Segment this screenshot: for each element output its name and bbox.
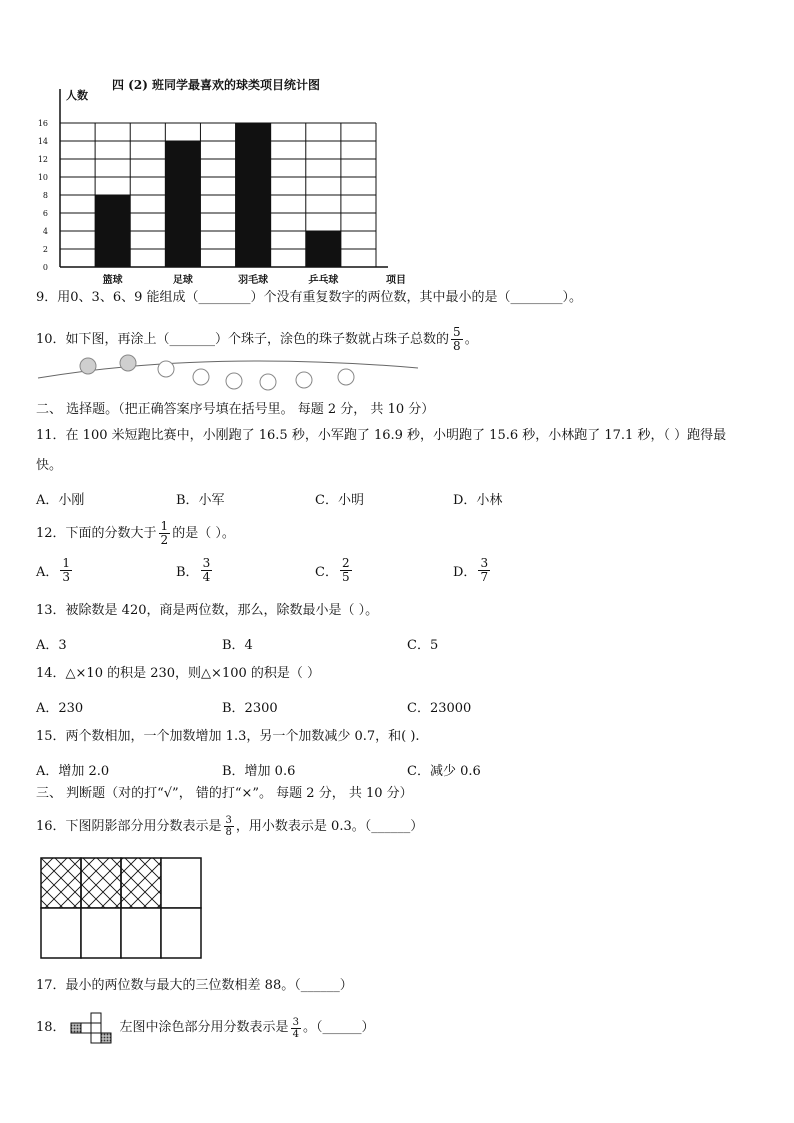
- y-tick-label: 2: [42, 245, 48, 254]
- q12-option-c: [315, 557, 354, 584]
- shaded-bead: [80, 358, 96, 374]
- option-fraction: [201, 557, 213, 584]
- square: [81, 1023, 91, 1033]
- q15-option-a: A．增加 2.0: [36, 764, 110, 779]
- fraction-numerator: 3: [202, 556, 211, 570]
- grid-cell: [161, 908, 201, 958]
- square: [91, 1013, 101, 1023]
- shaded-grid-figure: [40, 857, 205, 987]
- question-10-end: 。: [464, 331, 478, 347]
- option-fraction: [340, 557, 352, 584]
- x-tick-label: 足球: [172, 275, 193, 285]
- bead: [260, 374, 276, 390]
- q14-option-c: C．23000: [407, 701, 472, 716]
- question-12: [36, 520, 235, 547]
- x-axis-label: 项目: [386, 275, 406, 285]
- q11-option-a: A．小刚: [36, 493, 85, 508]
- question-18: [36, 1012, 374, 1044]
- chart-title: 四 (2) 班同学最喜欢的球类项目统计图: [112, 78, 321, 92]
- y-axis-label: 人数: [66, 89, 88, 102]
- fraction-denominator: 4: [292, 1028, 299, 1040]
- bar-4: [306, 231, 341, 267]
- question-12-text: 12．下面的分数大于: [36, 525, 157, 541]
- bead: [338, 369, 354, 385]
- y-tick-label: 10: [37, 173, 48, 182]
- option-fraction: [60, 557, 72, 584]
- grid-cell: [121, 908, 161, 958]
- fraction-denominator: 4: [202, 570, 211, 584]
- fraction-denominator: 8: [225, 827, 232, 838]
- fraction-numerator: 3: [292, 1016, 299, 1028]
- shaded-squares-figure: [70, 1012, 118, 1044]
- bead-string: [36, 352, 426, 392]
- fraction-denominator: 5: [341, 570, 350, 584]
- question-10: [36, 326, 478, 353]
- fraction-numerator: 2: [341, 556, 350, 570]
- q12-option-d: [453, 557, 492, 584]
- q14-option-b: B．2300: [222, 701, 278, 716]
- question-11-line2: 快。: [36, 458, 63, 473]
- y-tick-label: 8: [42, 191, 48, 200]
- fraction-denominator: 7: [480, 570, 489, 584]
- y-tick-label: 0: [42, 263, 48, 272]
- y-tick-label: 12: [37, 155, 48, 164]
- question-16-end: ，用小数表示是 0.3。（______）: [235, 818, 424, 834]
- fraction-denominator: 8: [453, 339, 461, 353]
- y-tick-label: 16: [37, 119, 48, 128]
- x-tick-label: 篮球: [102, 275, 123, 285]
- fraction-denominator: 3: [62, 570, 71, 584]
- question-16: [36, 815, 423, 838]
- bead: [296, 372, 312, 388]
- question-18-end: 。（______）: [302, 1020, 375, 1035]
- bar-2: [165, 141, 200, 267]
- fraction-three-quarters: [291, 1017, 301, 1040]
- shaded-cell: [121, 858, 161, 908]
- option-label: D．: [453, 565, 477, 580]
- fraction-numerator: 3: [480, 556, 489, 570]
- square: [91, 1033, 101, 1043]
- question-14: 14．△×10 的积是 230，则△×100 的积是（ ）: [36, 666, 321, 681]
- question-18-text: 左图中涂色部分用分数表示是: [119, 1020, 289, 1035]
- option-label: C．: [315, 565, 338, 580]
- grid-cell: [41, 908, 81, 958]
- question-10-text: 10．如下图，再涂上（_______）个珠子，涂色的珠子数就占珠子总数的: [36, 331, 450, 347]
- option-label: A．: [36, 565, 59, 580]
- q11-option-d: D．小林: [453, 493, 503, 508]
- bead: [193, 369, 209, 385]
- y-tick-label: 4: [42, 227, 48, 236]
- question-13: 13．被除数是 420，商是两位数，那么，除数最小是（ ）。: [36, 603, 379, 618]
- bead: [158, 361, 174, 377]
- bar-3: [236, 123, 271, 267]
- shaded-cell: [81, 858, 121, 908]
- q12-option-b: [176, 557, 214, 584]
- fraction-numerator: 1: [160, 519, 169, 533]
- shaded-square: [71, 1023, 81, 1033]
- x-tick-label: 乒乓球: [308, 275, 339, 285]
- fraction-denominator: 2: [160, 533, 169, 547]
- fraction-numerator: 5: [453, 325, 461, 339]
- grid-cell: [81, 908, 121, 958]
- question-15: 15．两个数相加，一个加数增加 1.3，另一个加数减少 0.7，和( ).: [36, 729, 420, 744]
- q14-option-a: A．230: [36, 701, 84, 716]
- question-17: 17．最小的两位数与最大的三位数相差 88。（______）: [36, 978, 353, 993]
- y-tick-label: 14: [37, 137, 48, 146]
- shaded-cell: [41, 858, 81, 908]
- fraction-numerator: 1: [62, 556, 71, 570]
- y-tick-label: 6: [42, 209, 48, 218]
- question-9: 9．用0、3、6、9 能组成（________）个没有重复数字的两位数，其中最小的是（________）。: [36, 290, 582, 305]
- question-16-text: 16．下图阴影部分用分数表示是: [36, 818, 222, 834]
- option-fraction: [478, 557, 490, 584]
- section-2-heading: 二、 选择题。（把正确答案序号填在括号里。 每题 2 分， 共 10 分）: [36, 402, 435, 417]
- question-12-end: 的是（ ）。: [172, 525, 235, 541]
- shaded-bead: [120, 355, 136, 371]
- fraction-five-eighths: [451, 326, 463, 353]
- bar-chart: [30, 85, 410, 285]
- fraction-numerator: 3: [225, 815, 232, 826]
- q13-option-c: C．5: [407, 638, 439, 653]
- q13-option-b: B．4: [222, 638, 253, 653]
- q15-option-b: B．增加 0.6: [222, 764, 296, 779]
- q12-option-a: [36, 557, 74, 584]
- square: [91, 1023, 101, 1033]
- shaded-square: [101, 1033, 111, 1043]
- grid-cell: [161, 858, 201, 908]
- q11-option-b: B．小军: [176, 493, 225, 508]
- section-3-heading: 三、 判断题（对的打“√”， 错的打“×”。 每题 2 分， 共 10 分）: [36, 786, 413, 801]
- fraction-three-eighths: [224, 815, 234, 838]
- x-tick-label: 羽毛球: [238, 275, 269, 285]
- q13-option-a: A．3: [36, 638, 67, 653]
- q11-option-c: C．小明: [315, 493, 364, 508]
- question-11-line1: 11．在 100 米短跑比赛中，小刚跑了 16.5 秒，小军跑了 16.9 秒，小明跑了 15.6 秒，小林跑了 17.1 秒，（ ）跑得最: [36, 428, 727, 443]
- option-label: B．: [176, 565, 199, 580]
- question-18-number: 18．: [36, 1020, 66, 1035]
- bar-1: [95, 195, 130, 267]
- fraction-one-half: [159, 520, 171, 547]
- bead: [226, 373, 242, 389]
- q15-option-c: C．减少 0.6: [407, 764, 481, 779]
